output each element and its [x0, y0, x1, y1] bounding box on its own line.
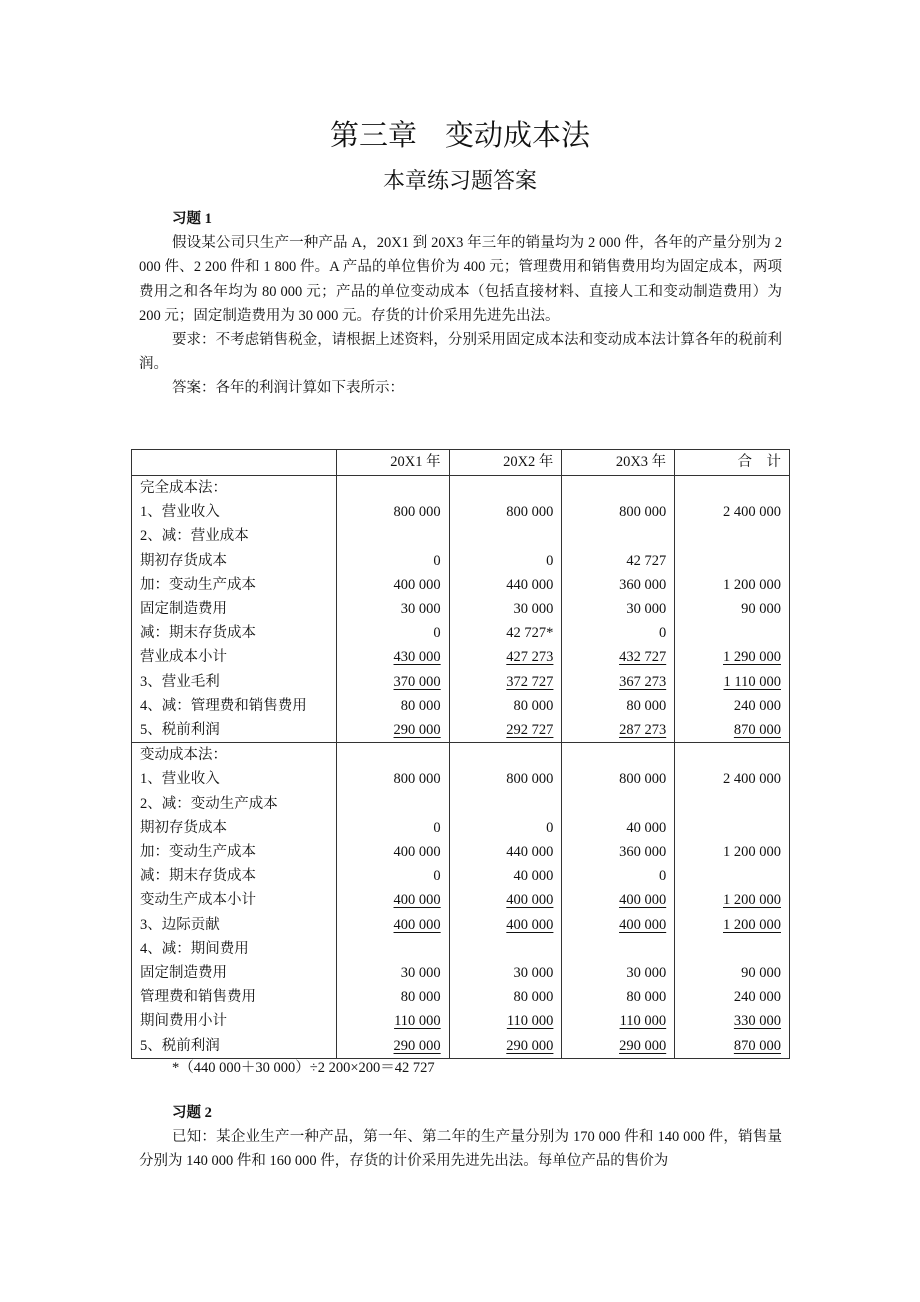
cell-value: 1 110 000: [723, 673, 781, 690]
cell-value: 400 000: [619, 892, 667, 909]
cell-total: [675, 694, 790, 718]
section-label-row: [132, 743, 790, 768]
cell-value: 90 000: [741, 601, 781, 618]
cell-total: [675, 718, 790, 743]
cell-value: 0: [433, 625, 441, 642]
cell-year1: [336, 961, 449, 985]
row-label: 加：变动生产成本: [132, 840, 337, 864]
cell-year2: [449, 549, 562, 573]
cell-value: 800 000: [506, 771, 554, 788]
row-label: 期初存货成本: [132, 816, 337, 840]
cell-value: 440 000: [506, 844, 554, 861]
row-label: 减：期末存货成本: [132, 621, 337, 645]
cell-value: 367 273: [619, 673, 667, 690]
cell-year3: [562, 694, 675, 718]
cell-year3: [562, 549, 675, 573]
cell-year2: [449, 816, 562, 840]
cell-year2: [449, 524, 562, 548]
cell-total: [675, 888, 790, 912]
cell-value: 0: [433, 819, 441, 836]
header-cell-year2: 20X2 年: [449, 450, 562, 476]
exercise2-intro: [139, 1101, 782, 1174]
row-label: 期初存货成本: [132, 549, 337, 573]
cell-value: 432 727: [619, 649, 667, 666]
cell-year1: [336, 694, 449, 718]
cell-value: 1 290 000: [723, 649, 781, 666]
cell-value: 360 000: [619, 844, 667, 861]
header-cell-label: [132, 450, 337, 476]
row-label: 1、营业收入: [132, 767, 337, 791]
cell-total: [675, 524, 790, 548]
cell-value: 800 000: [393, 771, 441, 788]
chapter-number: 第三章: [329, 118, 417, 152]
cell-value: 290 000: [393, 722, 441, 739]
cell-value: 110 000: [506, 1013, 554, 1030]
cell-value: 110 000: [619, 1013, 667, 1030]
cell-year2: [449, 597, 562, 621]
row-label: 1、营业收入: [132, 500, 337, 524]
cell-value: 427 273: [506, 649, 554, 666]
cell-total: [675, 816, 790, 840]
cell-year1: [336, 524, 449, 548]
cell-year3: [562, 597, 675, 621]
cell-value: 400 000: [506, 892, 554, 909]
cell-value: 0: [658, 868, 667, 885]
table-row: [132, 694, 790, 718]
cell-value: 42 727: [626, 552, 667, 569]
table-row: [132, 597, 790, 621]
table-row: [132, 792, 790, 816]
cell-year1: [336, 1034, 449, 1059]
cell-year3: [562, 1034, 675, 1059]
cell-year3: [562, 1009, 675, 1033]
cell-year1: [336, 792, 449, 816]
cell-year3: [562, 961, 675, 985]
table-row: [132, 888, 790, 912]
row-label: 固定制造费用: [132, 961, 337, 985]
cell-year2: [449, 864, 562, 888]
row-label: 3、边际贡献: [132, 913, 337, 937]
table-row: [132, 767, 790, 791]
cell-total: [675, 597, 790, 621]
cell-total: [675, 621, 790, 645]
cell-total: [675, 549, 790, 573]
cell-year1: [336, 913, 449, 937]
table-row: [132, 864, 790, 888]
cell-total: [675, 1009, 790, 1033]
cell-value: 1 200 000: [723, 576, 781, 593]
cell-value: 290 000: [506, 1037, 554, 1054]
cell-year1: [336, 549, 449, 573]
cell-year1: [336, 500, 449, 524]
table-row: [132, 549, 790, 573]
table-row: [132, 670, 790, 694]
cell-value: 40 000: [513, 868, 554, 885]
row-label: 管理费和销售费用: [132, 985, 337, 1009]
cell-value: 330 000: [733, 1013, 781, 1030]
cell-value: 870 000: [733, 722, 781, 739]
cell-value: 0: [433, 868, 441, 885]
cell-year1: [336, 597, 449, 621]
cell-value: 0: [658, 625, 667, 642]
cell-total: [675, 840, 790, 864]
cell-value: 800 000: [393, 504, 441, 521]
cell-year2: [449, 573, 562, 597]
cell-year3: [562, 524, 675, 548]
cell-year3: [562, 913, 675, 937]
cell-value: 400 000: [393, 916, 441, 933]
row-label: 3、营业毛利: [132, 670, 337, 694]
cell-year2: [449, 840, 562, 864]
cell-value: 1 200 000: [723, 892, 781, 909]
cell-value: 400 000: [393, 892, 441, 909]
cell-year2: [449, 621, 562, 645]
variable-cost-section: [132, 743, 790, 1059]
cell-year3: [562, 816, 675, 840]
table-header-row: [132, 450, 790, 476]
cell-year3: [562, 500, 675, 524]
exercise2-heading: 习题 2: [172, 1105, 212, 1121]
cell-year2: [449, 985, 562, 1009]
table-row: [132, 621, 790, 645]
cell-year1: [336, 985, 449, 1009]
cell-total: [675, 792, 790, 816]
cell-year2: [449, 694, 562, 718]
cell-total: [675, 864, 790, 888]
exercise1-intro: [139, 207, 782, 401]
row-label: 营业成本小计: [132, 645, 337, 669]
table-row: [132, 1009, 790, 1033]
cell-total: [675, 573, 790, 597]
cell-value: 800 000: [619, 504, 667, 521]
row-label: 4、减：管理费和销售费用: [132, 694, 337, 718]
cell-total: [675, 961, 790, 985]
cell-year2: [449, 500, 562, 524]
chapter-title: [0, 116, 920, 154]
cell-year3: [562, 864, 675, 888]
cell-year3: [562, 670, 675, 694]
cell-year2: [449, 792, 562, 816]
cell-total: [675, 645, 790, 669]
cell-year3: [562, 718, 675, 743]
row-label: 期间费用小计: [132, 1009, 337, 1033]
cell-year2: [449, 1009, 562, 1033]
table-row: [132, 816, 790, 840]
cell-value: 80 000: [400, 697, 441, 714]
cell-year3: [562, 792, 675, 816]
table-row: [132, 937, 790, 961]
row-label: 减：期末存货成本: [132, 864, 337, 888]
cell-total: [675, 985, 790, 1009]
cell-value: 240 000: [733, 697, 781, 714]
cell-year1: [336, 888, 449, 912]
cell-value: 400 000: [393, 844, 441, 861]
cell-total: [675, 913, 790, 937]
cell-value: 870 000: [733, 1037, 781, 1054]
cell-total: [675, 767, 790, 791]
section-label-row: [132, 476, 790, 501]
cell-year2: [449, 961, 562, 985]
cell-year3: [562, 937, 675, 961]
section-label: 变动成本法：: [132, 743, 337, 768]
cell-year1: [336, 864, 449, 888]
cell-value: 287 273: [619, 722, 667, 739]
cell-year2: [449, 913, 562, 937]
cell-year1: [336, 621, 449, 645]
cell-value: 80 000: [400, 989, 441, 1006]
cell-year2: [449, 718, 562, 743]
cell-value: 0: [546, 552, 554, 569]
cell-year1: [336, 767, 449, 791]
cell-value: 800 000: [506, 504, 554, 521]
cell-value: 1 200 000: [723, 916, 781, 933]
row-label: 5、税前利润: [132, 1034, 337, 1059]
cell-year2: [449, 937, 562, 961]
full-cost-section: [132, 476, 790, 743]
table-row: [132, 961, 790, 985]
table-footnote: *（440 000＋30 000）÷2 200×200＝42 727: [172, 1060, 435, 1076]
cell-year1: [336, 645, 449, 669]
cell-value: 80 000: [626, 989, 667, 1006]
table-row: [132, 985, 790, 1009]
cell-year3: [562, 985, 675, 1009]
cell-year1: [336, 937, 449, 961]
cell-value: 360 000: [619, 576, 667, 593]
row-label: 固定制造费用: [132, 597, 337, 621]
exercise1-answer-intro: 答案：各年的利润计算如下表所示：: [172, 380, 404, 397]
cell-value: 440 000: [506, 576, 554, 593]
cell-year1: [336, 670, 449, 694]
cell-value: 110 000: [394, 1013, 441, 1030]
row-label: 2、减：变动生产成本: [132, 792, 337, 816]
cell-year1: [336, 840, 449, 864]
table-row: [132, 913, 790, 937]
cell-year2: [449, 645, 562, 669]
header-cell-year1: 20X1 年: [336, 450, 449, 476]
cell-value: 30 000: [400, 965, 441, 982]
cell-year1: [336, 573, 449, 597]
exercise1-heading: 习题 1: [172, 211, 212, 227]
cell-year3: [562, 840, 675, 864]
table-row: [132, 840, 790, 864]
cell-value: 30 000: [626, 601, 667, 618]
cell-value: 40 000: [626, 819, 667, 836]
cell-year2: [449, 767, 562, 791]
cell-value: 80 000: [626, 697, 667, 714]
cell-year3: [562, 888, 675, 912]
cell-year1: [336, 718, 449, 743]
cell-year3: [562, 621, 675, 645]
cell-year2: [449, 1034, 562, 1059]
cell-value: 42 727*: [506, 625, 554, 642]
cell-value: 0: [546, 819, 554, 836]
table-row: [132, 718, 790, 743]
cell-value: 80 000: [513, 989, 554, 1006]
row-label: 2、减：营业成本: [132, 524, 337, 548]
cell-year3: [562, 645, 675, 669]
cell-total: [675, 1034, 790, 1059]
cell-value: 400 000: [393, 576, 441, 593]
row-label: 加：变动生产成本: [132, 573, 337, 597]
cell-value: 800 000: [619, 771, 667, 788]
profit-comparison-table: [131, 449, 790, 1059]
cell-year2: [449, 888, 562, 912]
cell-year3: [562, 767, 675, 791]
cell-year2: [449, 670, 562, 694]
cell-value: 1 200 000: [723, 844, 781, 861]
cell-value: 292 727: [506, 722, 554, 739]
exercise1-requirement-text: 要求：不考虑销售税金，请根据上述资料，分别采用固定成本法和变动成本法计算各年的税前利润。: [139, 332, 782, 373]
cell-year1: [336, 816, 449, 840]
table-row: [132, 524, 790, 548]
row-label: 变动生产成本小计: [132, 888, 337, 912]
cell-total: [675, 500, 790, 524]
cell-year3: [562, 573, 675, 597]
cell-value: 90 000: [741, 965, 781, 982]
cell-value: 400 000: [619, 916, 667, 933]
cell-total: [675, 670, 790, 694]
header-cell-year3: 20X3 年: [562, 450, 675, 476]
cell-value: 80 000: [513, 697, 554, 714]
table-row: [132, 1034, 790, 1059]
cell-value: 370 000: [393, 673, 441, 690]
cell-value: 400 000: [506, 916, 554, 933]
chapter-name: 变动成本法: [445, 118, 591, 152]
row-label: 5、税前利润: [132, 718, 337, 743]
table-row: [132, 500, 790, 524]
cell-value: 30 000: [400, 601, 441, 618]
cell-value: 240 000: [733, 989, 781, 1006]
section-subtitle: 本章练习题答案: [382, 169, 537, 194]
table-row: [132, 573, 790, 597]
exercise1-problem-text: 假设某公司只生产一种产品 A，20X1 到 20X3 年三年的销量均为 2 000 件，各年的产量分别为 2 000 件、2 200 件和 1 800 件。A 产品的单位售价为 400 元；管理费用和销售费用均为固定成本，两项费用之和各年均为 80 000 元；产品的单位变动成本（包括直接材料、直接人工和变动制造费用）为 200 元；固定制造费用为 30 000 元。存货的计价采用先进先出法。: [139, 235, 782, 324]
cell-year1: [336, 1009, 449, 1033]
cell-value: 30 000: [626, 965, 667, 982]
row-label: 4、减：期间费用: [132, 937, 337, 961]
header-cell-total: 合 计: [675, 450, 790, 476]
cell-value: 430 000: [393, 649, 441, 666]
cell-value: 290 000: [393, 1037, 441, 1054]
cell-value: 372 727: [506, 673, 554, 690]
exercise2-problem-text: 已知：某企业生产一种产品，第一年、第二年的生产量分别为 170 000 件和 140 000 件，销售量分别为 140 000 件和 160 000 件，存货的计价采用先进先出法。每单位产品的售价为: [139, 1129, 782, 1170]
cell-value: 290 000: [619, 1037, 667, 1054]
cell-value: 30 000: [513, 965, 554, 982]
section-label: 完全成本法：: [132, 476, 337, 501]
cell-value: 30 000: [513, 601, 554, 618]
cell-value: 0: [433, 552, 441, 569]
cell-total: [675, 937, 790, 961]
cell-value: 2 400 000: [723, 771, 781, 788]
cell-value: 2 400 000: [723, 504, 781, 521]
table-row: [132, 645, 790, 669]
